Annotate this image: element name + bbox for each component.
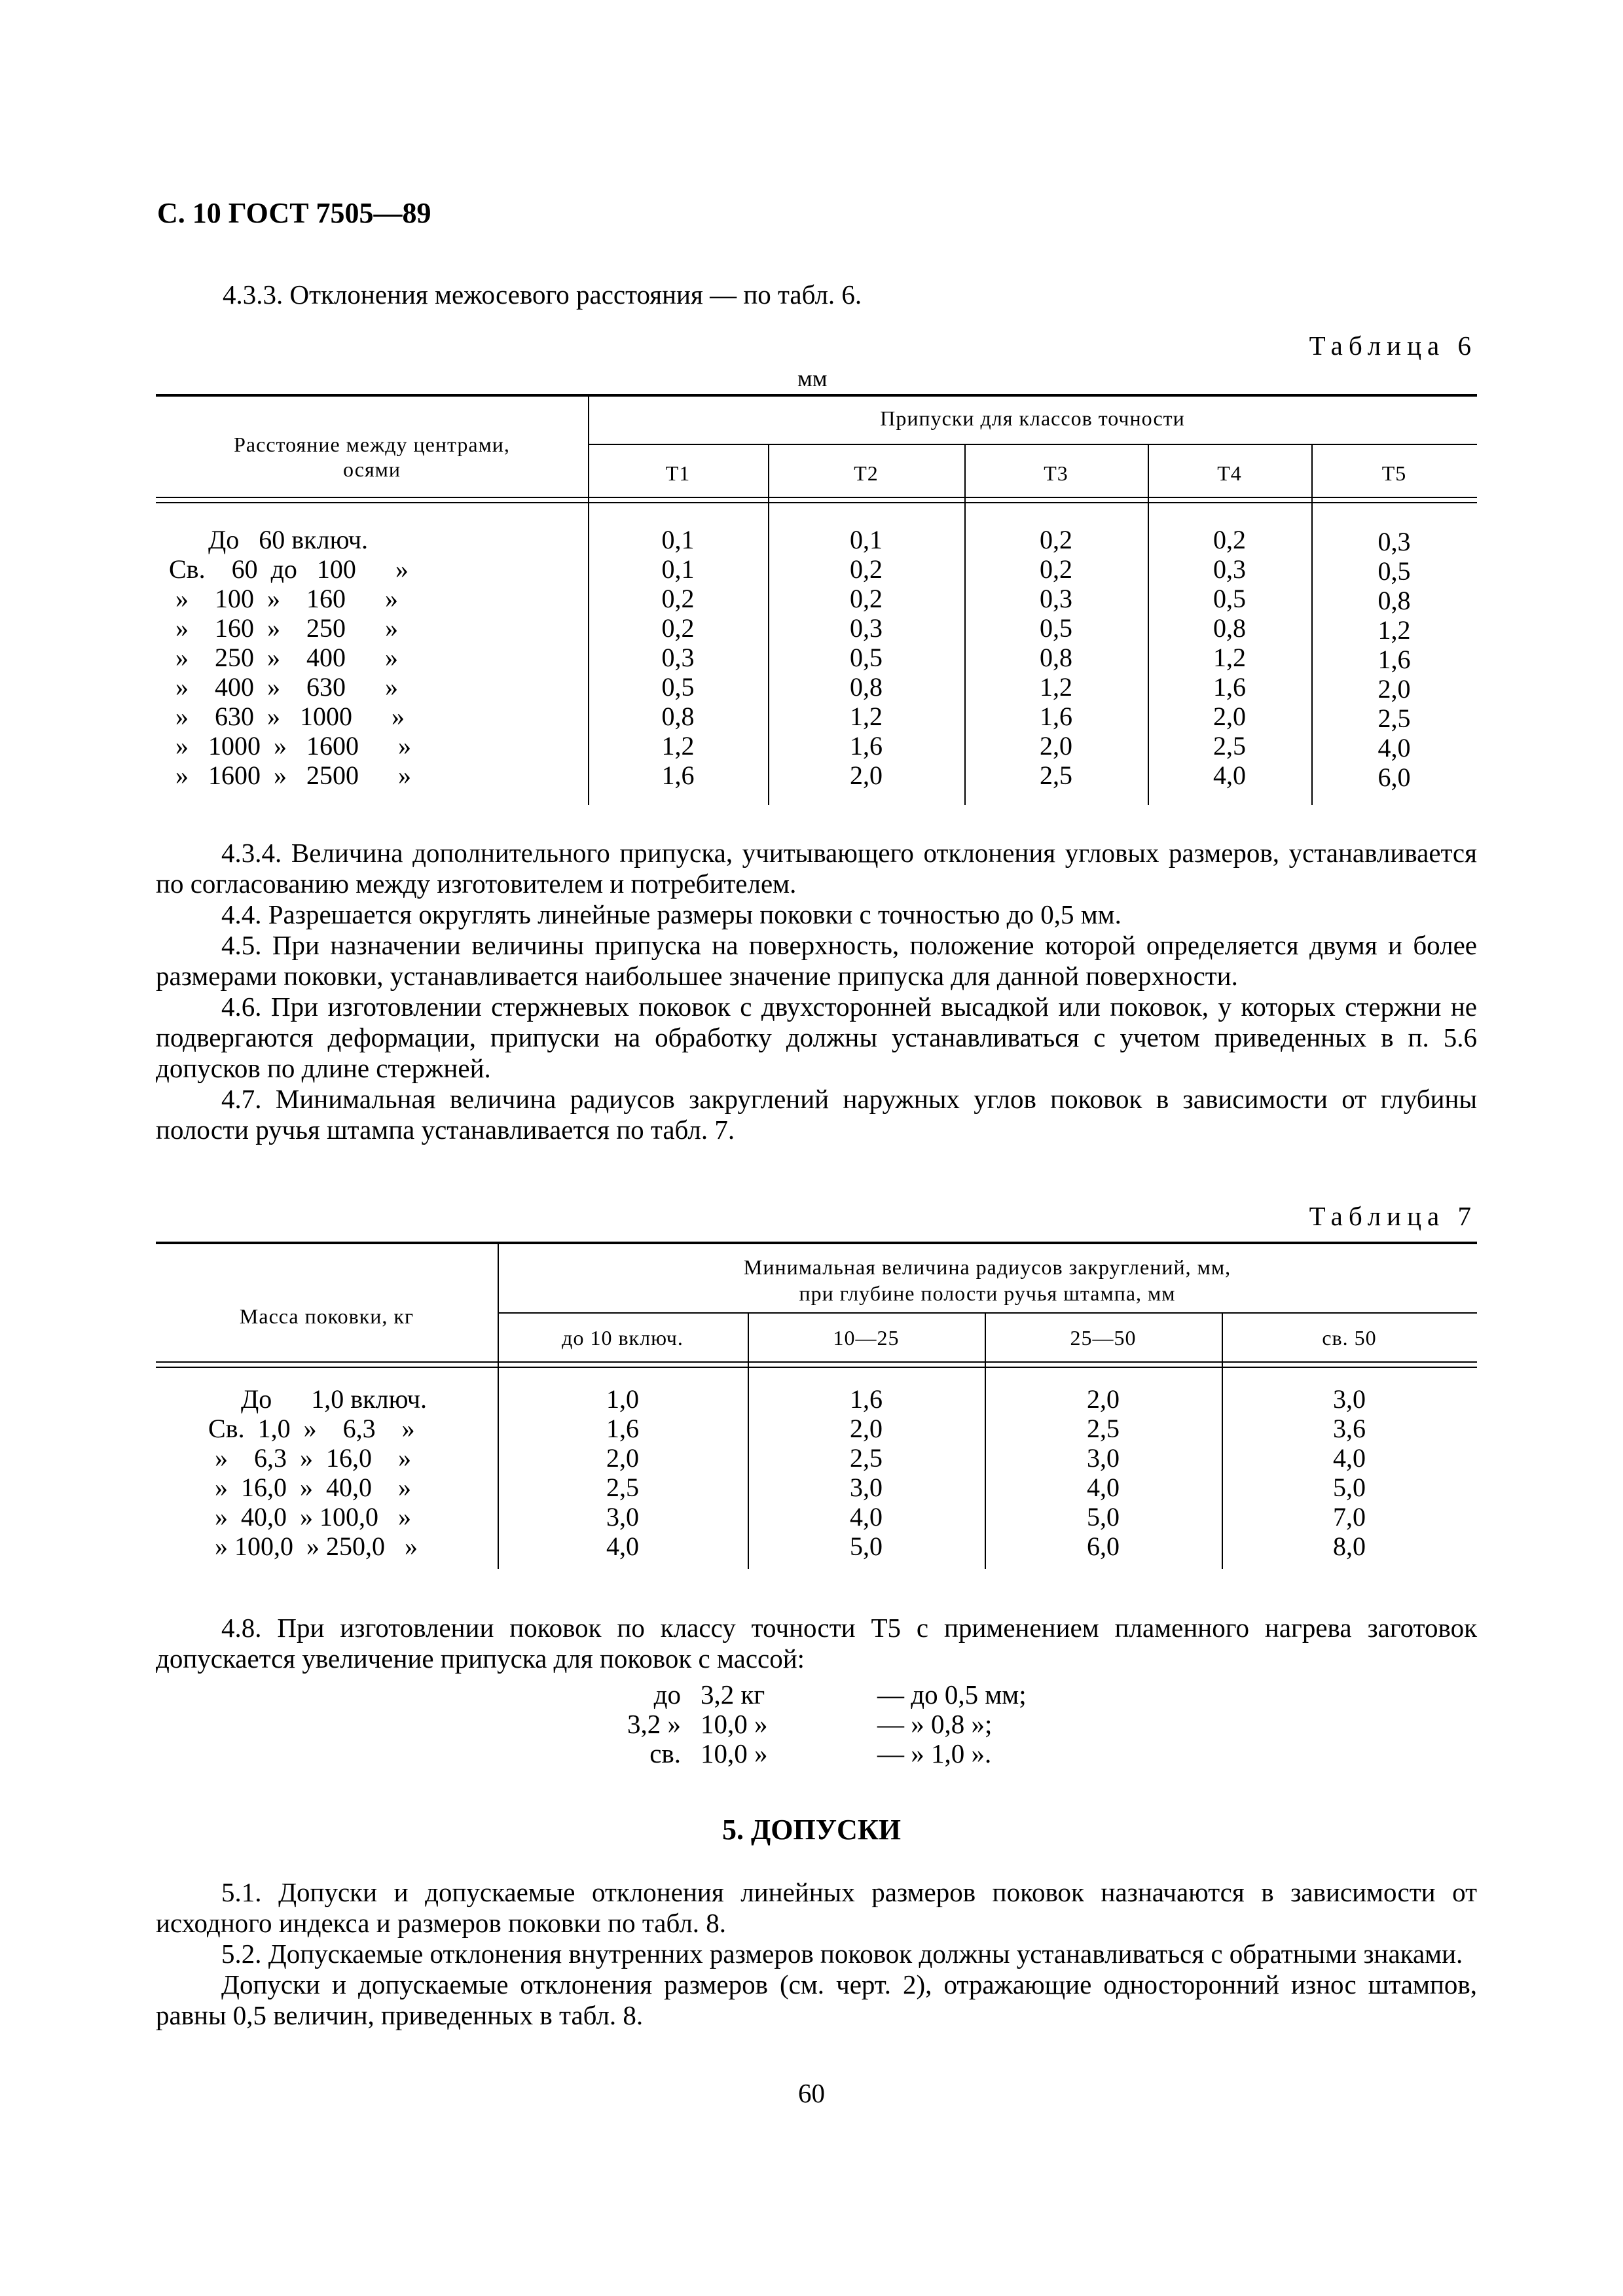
table6-class-t1: Т1 xyxy=(665,461,691,485)
paragraph-4-3-3: 4.3.3. Отклонения межосевого расстояния — по табл. 6. xyxy=(223,279,862,310)
table6-group-header: Припуски для классов точности xyxy=(880,406,1185,430)
table6-class-t2: Т2 xyxy=(854,461,879,485)
table7 xyxy=(156,1242,1477,1569)
mass-list-part: 3,2 кг xyxy=(701,1679,765,1710)
table6-cell: 0,3 xyxy=(850,613,883,643)
paragraph-4-5: 4.5. При назначении величины припуска на поверхность, положение которой определяется двумя и более размерами поковки, устанавливается наибольшее значение припуска для данной поверхности. xyxy=(156,930,1477,991)
paragraphs-block-b xyxy=(156,1877,1477,2031)
table7-cell: 1,6 xyxy=(850,1384,883,1414)
table6-cell: 0,2 xyxy=(1213,525,1246,554)
table6-cell: 0,8 xyxy=(1040,643,1072,672)
table6-cell: 2,5 xyxy=(1377,704,1411,733)
table6-cell: 0,2 xyxy=(661,613,695,643)
table6-cell: 6,0 xyxy=(1377,762,1411,792)
table7-cell: 4,0 xyxy=(606,1532,639,1561)
table7-cell: 3,0 xyxy=(1087,1443,1120,1473)
table6-cell: 0,8 xyxy=(1377,586,1411,615)
page-number: 60 xyxy=(798,2078,825,2108)
table7-cell: 2,0 xyxy=(1087,1384,1120,1414)
table6-row-range: » 160 » 250 » xyxy=(169,613,398,643)
table6-row-range: До 60 включ. xyxy=(169,525,369,554)
mass-list-row xyxy=(589,1709,1178,1738)
table6-cell: 2,0 xyxy=(1213,702,1246,731)
table6-cell: 1,6 xyxy=(661,761,695,790)
table6-units: мм xyxy=(797,365,828,391)
table6-col0-header: Расстояние между центрами, осями xyxy=(234,433,510,481)
table6-row-range: » 250 » 400 » xyxy=(169,643,398,672)
table6-cell: 1,6 xyxy=(850,731,883,761)
table7-cell: 3,0 xyxy=(1333,1384,1366,1414)
table6-cell: 2,0 xyxy=(1040,731,1072,761)
paragraph-5-2-cont: Допуски и допускаемые отклонения размеров (см. черт. 2), отражающие односторонний износ штампов, равны 0,5 величин, приведенных в табл. 8. xyxy=(156,1969,1477,2030)
table7-cell: 7,0 xyxy=(1333,1502,1366,1532)
mass-list-part: — » 1,0 ». xyxy=(877,1738,992,1768)
table7-cell: 3,0 xyxy=(606,1502,639,1532)
table7-cell: 2,0 xyxy=(850,1414,883,1443)
table7-depth-2: 25—50 xyxy=(1070,1326,1137,1350)
table6-cell: 0,3 xyxy=(1377,527,1411,556)
table6-cell: 0,5 xyxy=(1377,556,1411,586)
section-5-title: 5. ДОПУСКИ xyxy=(722,1814,901,1846)
paragraph-5-1: 5.1. Допуски и допускаемые отклонения линейных размеров поковок назначаются в зависимости от исходного индекса и размеров поковки по табл. 8. xyxy=(156,1877,1477,1938)
table7-row-range: Св. 1,0 » 6,3 » xyxy=(208,1414,415,1443)
table6-cell: 2,5 xyxy=(1040,761,1072,790)
table7-cell: 2,5 xyxy=(1087,1414,1120,1443)
table6 xyxy=(156,394,1477,805)
table6-row-range: » 1600 » 2500 » xyxy=(169,761,411,790)
table7-row-range: » 6,3 » 16,0 » xyxy=(208,1443,411,1473)
table7-col0-header: Масса поковки, кг xyxy=(239,1304,414,1328)
table7-caption: Таблица 7 xyxy=(1309,1201,1477,1231)
paragraph-4-6: 4.6. При изготовлении стержневых поковок с двухсторонней высадкой или поковок, у которых стержни не подвергаются деформации, припуски на обработку должны устанавливаться с учетом приведенных в п. 5.6 допусков по длине стержней. xyxy=(156,992,1477,1083)
table7-cell: 3,0 xyxy=(850,1473,883,1502)
table6-row-range: » 100 » 160 » xyxy=(169,584,398,613)
table7-cell: 3,6 xyxy=(1333,1414,1366,1443)
table6-cell: 2,5 xyxy=(1213,731,1246,761)
table6-row-range: » 1000 » 1600 » xyxy=(169,731,411,761)
mass-list-part: 3,2 » xyxy=(627,1709,681,1739)
table6-caption: Таблица 6 xyxy=(1309,331,1477,361)
mass-list-part: 10,0 » xyxy=(701,1738,768,1768)
paragraphs-block-a xyxy=(156,838,1477,1145)
table6-cell: 2,0 xyxy=(1377,674,1411,704)
table7-row-range: » 16,0 » 40,0 » xyxy=(208,1473,411,1502)
table6-cell: 0,3 xyxy=(1040,584,1072,613)
table6-cell: 1,2 xyxy=(1377,615,1411,645)
table6-cell: 0,2 xyxy=(661,584,695,613)
table7-group-header-line2: при глубине полости ручья штампа, мм xyxy=(799,1282,1176,1305)
table7-depth-0: до 10 включ. xyxy=(562,1326,684,1350)
table6-class-t4: Т4 xyxy=(1217,461,1242,485)
table7-row-range: До 1,0 включ. xyxy=(208,1384,428,1414)
mass-list-part: — до 0,5 мм; xyxy=(877,1679,1027,1710)
table7-cell: 5,0 xyxy=(1333,1473,1366,1502)
table6-cell: 1,2 xyxy=(661,731,695,761)
table6-row-range: » 400 » 630 » xyxy=(169,672,398,702)
table6-cell: 0,3 xyxy=(1213,554,1246,584)
table6-cell: 0,5 xyxy=(661,672,695,702)
paragraph-4-3-4: 4.3.4. Величина дополнительного припуска, учитывающего отклонения угловых размеров, устанавливается по согласованию между изготовителем и потребителем. xyxy=(156,838,1477,899)
table6-class-t5: Т5 xyxy=(1381,461,1407,485)
table7-cell: 6,0 xyxy=(1087,1532,1120,1561)
table6-class-t3: Т3 xyxy=(1044,461,1068,485)
table6-row-range: Св. 60 до 100 » xyxy=(169,554,409,584)
table7-cell: 5,0 xyxy=(850,1532,883,1561)
table7-row-range: » 100,0 » 250,0 » xyxy=(208,1532,418,1561)
table6-cell: 0,8 xyxy=(850,672,883,702)
table7-cell: 8,0 xyxy=(1333,1532,1366,1561)
mass-list-part: до xyxy=(653,1679,681,1710)
mass-list-part: 10,0 » xyxy=(701,1709,768,1739)
table6-cell: 0,1 xyxy=(661,554,695,584)
table7-group-header-line1: Минимальная величина радиусов закруглений, мм, xyxy=(743,1255,1231,1279)
paragraph-4-7: 4.7. Минимальная величина радиусов закруглений наружных углов поковок в зависимости от глубины полости ручья штампа устанавливается по табл. 7. xyxy=(156,1084,1477,1145)
table6-cell: 0,2 xyxy=(1040,554,1072,584)
table7-cell: 5,0 xyxy=(1087,1502,1120,1532)
table7-cell: 4,0 xyxy=(850,1502,883,1532)
table6-cell: 0,2 xyxy=(850,584,883,613)
table6-cell: 0,8 xyxy=(1213,613,1246,643)
table6-cell: 0,8 xyxy=(661,702,695,731)
mass-list-part: св. xyxy=(649,1738,681,1768)
mass-list-row xyxy=(589,1738,1178,1768)
table7-cell: 4,0 xyxy=(1333,1443,1366,1473)
table6-cell: 0,2 xyxy=(850,554,883,584)
table6-cell: 0,1 xyxy=(850,525,883,554)
table7-depth-1: 10—25 xyxy=(833,1326,900,1350)
table7-cell: 1,6 xyxy=(606,1414,639,1443)
paragraph-5-2: 5.2. Допускаемые отклонения внутренних размеров поковок должны устанавливаться с обратными знаками. xyxy=(221,1939,1463,1969)
table6-row-range: » 630 » 1000 » xyxy=(169,702,405,731)
table7-cell: 2,0 xyxy=(606,1443,639,1473)
table7-cell: 2,5 xyxy=(606,1473,639,1502)
table6-cell: 1,6 xyxy=(1377,645,1411,674)
table7-cell: 2,5 xyxy=(850,1443,883,1473)
table6-cell: 0,2 xyxy=(1040,525,1072,554)
table6-cell: 0,5 xyxy=(850,643,883,672)
page-header: С. 10 ГОСТ 7505—89 xyxy=(157,197,431,229)
table6-cell: 0,1 xyxy=(661,525,695,554)
table6-cell: 4,0 xyxy=(1213,761,1246,790)
table6-cell: 4,0 xyxy=(1377,733,1411,762)
table7-depth-3: св. 50 xyxy=(1322,1326,1377,1350)
table7-cell: 1,0 xyxy=(606,1384,639,1414)
table6-cell: 0,5 xyxy=(1040,613,1072,643)
table6-cell: 1,2 xyxy=(850,702,883,731)
table6-cell: 2,0 xyxy=(850,761,883,790)
mass-list xyxy=(589,1679,1178,1768)
table6-cell: 1,6 xyxy=(1040,702,1072,731)
paragraph-4-4: 4.4. Разрешается округлять линейные размеры поковки с точностью до 0,5 мм. xyxy=(221,899,1122,929)
table6-cell: 0,3 xyxy=(661,643,695,672)
table7-cell: 4,0 xyxy=(1087,1473,1120,1502)
paragraph-4-8: 4.8. При изготовлении поковок по классу точности Т5 с применением пламенного нагрева заготовок допускается увеличение припуска для поковок с массой: xyxy=(156,1613,1477,1674)
table6-cell: 0,5 xyxy=(1213,584,1246,613)
table6-cell: 1,2 xyxy=(1213,643,1246,672)
table6-cell: 1,2 xyxy=(1040,672,1072,702)
mass-list-row xyxy=(589,1679,1178,1709)
table6-cell: 1,6 xyxy=(1213,672,1246,702)
table7-row-range: » 40,0 » 100,0 » xyxy=(208,1502,411,1532)
mass-list-part: — » 0,8 »; xyxy=(877,1709,993,1739)
